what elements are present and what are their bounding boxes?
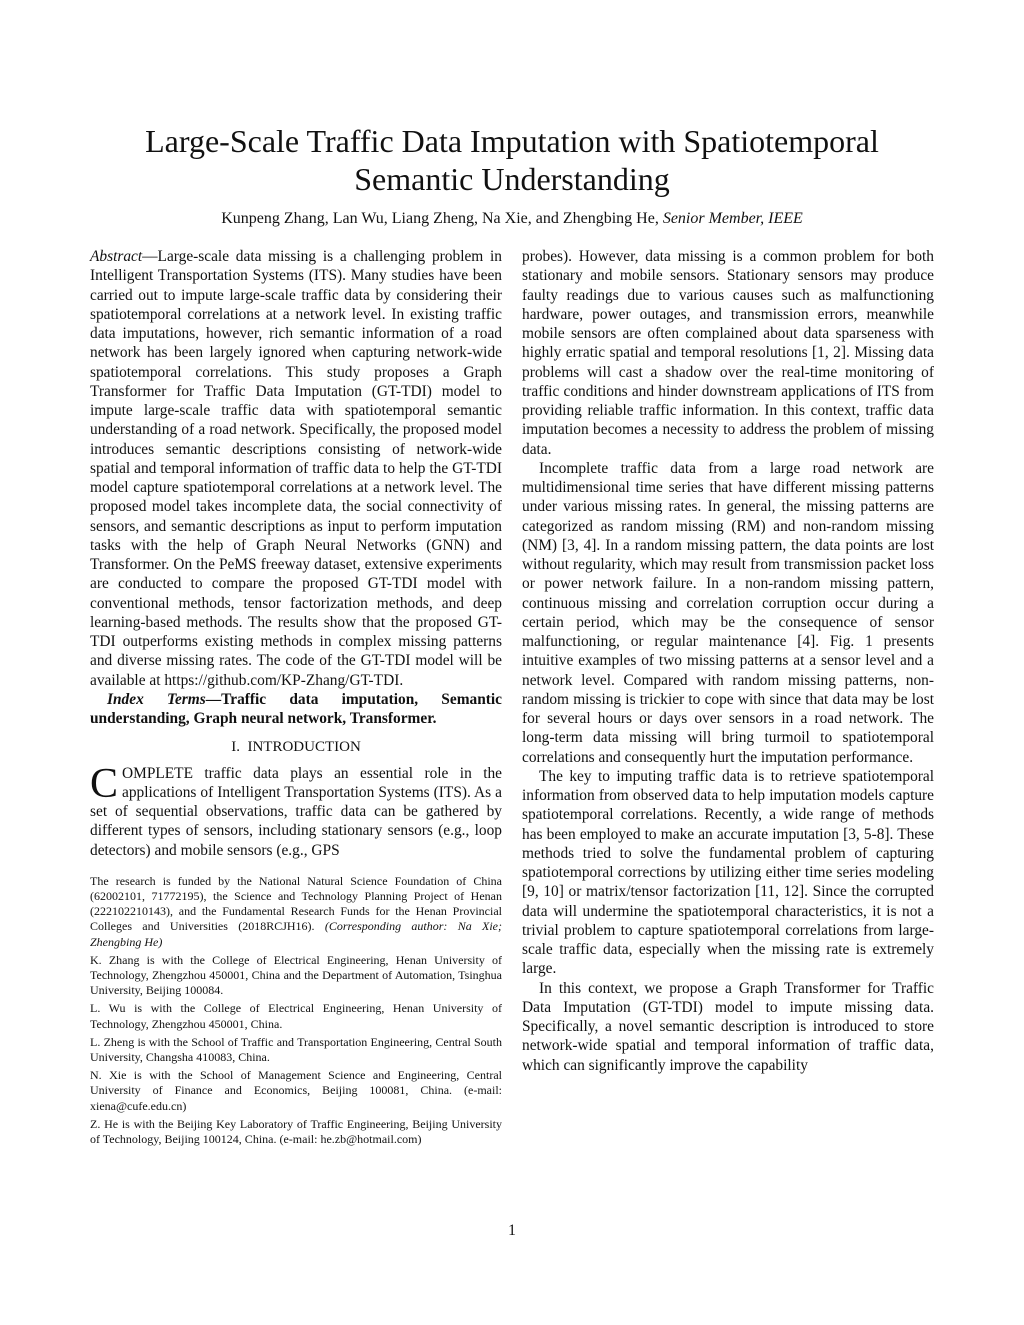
footnote-funding-text: The research is funded by the National Natural Science Foundation of China (62002101, 71772195), the Science and Technology Planning Project of Henan (222102210143), and the Fundamental Research Funds for the Henan Provincial Colleges and Universities (2018RCJH16). bbox=[90, 873, 502, 934]
footnote-zheng: L. Zheng is with the School of Traffic and Transportation Engineering, Central South University, Changsha 410083, China. bbox=[90, 1034, 502, 1064]
left-column bbox=[90, 247, 502, 1150]
author-names: Kunpeng Zhang, Lan Wu, Liang Zheng, Na Xie, and Zhengbing He, bbox=[221, 210, 659, 227]
intro-smallcaps: OMPLETE bbox=[122, 764, 193, 782]
author-role: Senior Member, IEEE bbox=[662, 210, 803, 227]
section-title-rest: NTRODUCTION bbox=[252, 739, 361, 756]
footnotes bbox=[90, 874, 502, 1147]
body-paragraph-2: Incomplete traffic data from a large road network are multidimensional time series that have different missing patterns under various missing rates. In general, the missing patterns are categorized as random missing (RM) and non-random missing (NM) [3, 4]. In a random missing pattern, the data points are lost without regularity, which may result from transmission packet loss or power network failure. In a non-random missing pattern, continuous missing and correlation corruption occur during a certain period, which may be the consequence of sensor malfunctioning, or regular maintenance [4]. Fig. 1 presents intuitive examples of two missing patterns at a sensor level and a network level. Compared with random missing patterns, non-random missing is trickier to cope with since that data may be lost for several hours or days over sensors in a road network. The long-term data missing will bring turmoil to spatiotemporal correlations and consequently hurt the imputation performance. bbox=[522, 459, 934, 766]
footnote-zhang: K. Zhang is with the College of Electrical Engineering, Henan University of Technology, Zhengzhou 450001, China and the Department of Automation, Tsinghua University, Beijing 100084. bbox=[90, 952, 502, 998]
right-column bbox=[522, 247, 934, 1075]
page-number: 1 bbox=[508, 1222, 516, 1239]
abstract-text: —Large-scale data missing is a challenging problem in Intelligent Transportation Systems (ITS). Many studies have been carried out to impute large-scale traffic data by considering their spatiotemporal correlations at a network level. In existing traffic data imputations, however, rich semantic information of a road network has been largely ignored when capturing network-wide spatiotemporal correlations. This study proposes a Graph Transformer for Traffic Data Imputation (GT-TDI) model to impute large-scale traffic data with spatiotemporal semantic understanding of a road network. Specifically, the proposed model introduces semantic descriptions consisting of network-wide spatial and temporal information of traffic data to help the GT-TDI model capture spatiotemporal correlations at a network level. The proposed model takes incomplete data, the social connectivity of sensors, and semantic descriptions as input to perform imputation tasks with the help of Graph Neural Networks (GNN) and Transformer. On the PeMS freeway dataset, extensive experiments are conducted to compare the proposed GT-TDI model with conventional methods, tensor factorization methods, and deep learning-based methods. The results show that the proposed GT-TDI outperforms existing methods in complex missing patterns and diverse missing rates. The code of the GT-TDI model will be available at https://github.com/KP-Zhang/GT-TDI. bbox=[90, 248, 502, 689]
index-terms-text: —Traffic data imputation, Semantic understanding, Graph neural network, Transformer. bbox=[90, 690, 502, 727]
body-paragraph-1: probes). However, data missing is a common problem for both stationary and mobile sensors. Stationary sensors may produce faulty readings due to various causes such as malfunctioning hardware, power outages, and transmission errors, meanwhile mobile sensors are often complained about data sparseness with highly erratic spatial and temporal resolutions [1, 2]. Missing data problems will cast a shadow over the real-time monitoring of traffic conditions and hinder downstream applications of ITS from providing reliable traffic information. In this context, traffic data imputation becomes a necessity to address the problem of missing data. bbox=[522, 248, 934, 458]
body-paragraph-3: The key to imputing traffic data is to retrieve spatiotemporal information from observed data to help imputation models capture spatiotemporal correlations. Recently, a wide range of methods has been employed to make an accurate imputation [3, 5-8]. These methods tried to solve the fundamental problem of capturing spatiotemporal corrections by utilizing either time series modeling [9, 10] or matrix/tensor factorization [11, 12]. Since the corrupted data will undermine the spatiotemporal characteristics, it is not a trivial problem to capture spatiotemporal correlations from large-scale traffic data, especially when the missing rate is extremely large. bbox=[522, 767, 934, 978]
paper-title: Large-Scale Traffic Data Imputation with Spatiotemporal Semantic Understanding bbox=[145, 123, 879, 197]
intro-paragraph bbox=[90, 760, 502, 860]
intro-text: traffic data plays an essential role in the applications of Intelligent Transportation Systems (ITS). As a set of sequential observations, traffic data can be gathered by different types of sensors, including stationary sensors (e.g., loop detectors) and mobile sensors (e.g., GPS bbox=[90, 764, 502, 859]
section-number: I. bbox=[231, 739, 240, 756]
footnote-he: Z. He is with the Beijing Key Laboratory of Traffic Engineering, Beijing University of Technology, Beijing 100124, China. (e-mail: he.zb@hotmail.com) bbox=[90, 1116, 502, 1146]
section-first-letter: I bbox=[247, 739, 253, 756]
author-line bbox=[60, 209, 964, 229]
drop-cap: C bbox=[90, 760, 119, 807]
index-terms bbox=[90, 690, 502, 729]
body-paragraph-4: In this context, we propose a Graph Transformer for Traffic Data Imputation (GT-TDI) model to impute missing data. Specifically, a novel semantic description is introduced to store network-wide spatial and temporal information of traffic data, which can significantly improve the capability bbox=[522, 979, 934, 1074]
footnote-funding bbox=[90, 874, 502, 950]
abstract bbox=[90, 247, 502, 690]
section-heading-introduction bbox=[90, 738, 502, 757]
footnote-xie: N. Xie is with the School of Management Science and Engineering, Central University of Finance and Economics, Beijing 100081, China. (e-mail: xiena@cufe.edu.cn) bbox=[90, 1068, 502, 1113]
abstract-label: Abstract bbox=[90, 248, 143, 265]
footnote-corresponding: (Corresponding author: Na Xie; Zhengbing He) bbox=[90, 919, 503, 949]
index-terms-label: Index Terms bbox=[107, 690, 206, 708]
footnote-wu: L. Wu is with the College of Electrical Engineering, Henan University of Technology, Zhengzhou 450001, China. bbox=[90, 1001, 502, 1031]
